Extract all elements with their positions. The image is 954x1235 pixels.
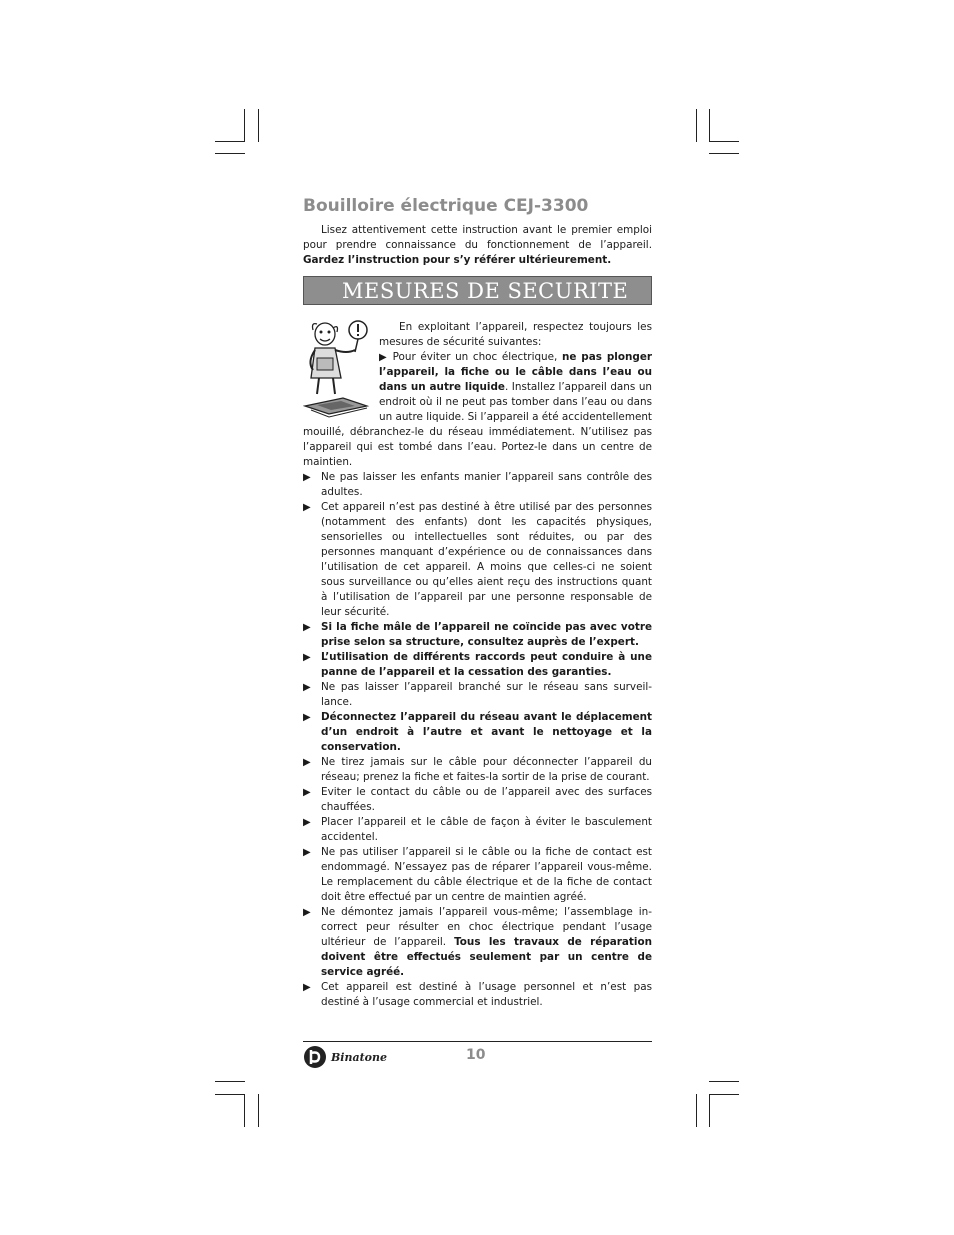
bullet-icon: ▶ [303, 757, 311, 768]
page-number: 10 [466, 1047, 486, 1063]
bullet-icon: ▶ [303, 787, 311, 798]
safety-list [303, 470, 652, 1010]
safety-item [303, 815, 652, 845]
safety-item [303, 500, 652, 620]
first-item-bold: ne pas plonger l’appareil, la fiche ou le câble dans l’eau ou dans un autre liquide [379, 351, 652, 393]
lead-paragraph: En exploitant l’appareil, respectez toujours les mesures de sécurité suivantes: [379, 321, 652, 348]
safety-item-bold-text: Tous les travaux de réparation doivent être effectués seulement par un centre de service agréé. [321, 936, 652, 978]
crop-mark [215, 1094, 245, 1095]
safety-item [303, 650, 652, 680]
bullet-icon: ▶ [303, 907, 311, 918]
safety-item-text: Placer l’appareil et le câble de façon à éviter le basculement accidentel. [321, 816, 652, 843]
safety-item-bold-text: Si la fiche mâle de l’appareil ne coïncide pas avec votre prise selon sa structure, consultez auprès de l’expert. [321, 621, 652, 648]
safety-item-bold-text: L’utilisation de différents raccords peut conduire à une panne de l’appareil et la cessation des garanties. [321, 651, 652, 678]
bullet-icon: ▶ [303, 682, 311, 693]
safety-item [303, 680, 652, 710]
crop-mark [244, 109, 245, 142]
bullet-icon: ▶ [303, 652, 311, 663]
warning-man-illustration [303, 318, 373, 418]
crop-mark [244, 1094, 245, 1127]
crop-mark [709, 109, 710, 142]
bullet-icon: ▶ [303, 982, 311, 993]
crop-mark [709, 1094, 739, 1095]
crop-mark [709, 1094, 710, 1127]
first-item-text: Pour éviter un choc électrique, [392, 351, 562, 363]
section-banner [303, 276, 652, 305]
safety-item [303, 785, 652, 815]
safety-item-text: Eviter le contact du câble ou de l’appareil avec des surfaces chauffées. [321, 786, 652, 813]
bullet-icon: ▶ [303, 817, 311, 828]
safety-item [303, 980, 652, 1010]
safety-item-text: Ne pas laisser l’appareil branché sur le réseau sans surveil-lance. [321, 681, 652, 708]
bullet-icon: ▶ [303, 847, 311, 858]
safety-item [303, 710, 652, 755]
safety-item-text: Ne tirez jamais sur le câble pour déconnecter l’appareil du réseau; prenez la fiche et faites-la sortir de la prise de courant. [321, 756, 652, 783]
bullet-icon: ▶ [303, 472, 311, 483]
safety-item-text: Ne pas utiliser l’appareil si le câble ou la fiche de contact est endommagé. N’essayez pas de réparer l’appareil vous-même. Le remplacement du câble électrique et de la fiche de contact doit être effectué par un centre de maintien agréé. [321, 846, 652, 903]
intro-text: Lisez attentivement cette instruction avant le premier emploi pour prendre connaissance du fonctionnement de l’appareil. [303, 224, 652, 251]
safety-item-text: Cet appareil n’est pas destiné à être utilisé par des personnes (notamment des enfants) dont les capacités physiques, sensorielles ou intellectuelles sont réduites, ou par des personnes manquant d’expérience ou de connaissances dans l’utilisation de cet appareil. A moins que celles-ci ne soient sous surveillance ou qu’elles aient reçu des instructions quant à l’utilisation de l’appareil par une personne responsable de leur sécurité. [321, 501, 652, 618]
safety-section [303, 320, 652, 1010]
crop-mark [215, 153, 245, 154]
crop-mark [696, 1094, 697, 1127]
warning-man-with-exclamation-sign-icon [303, 318, 373, 418]
crop-mark [258, 1094, 259, 1127]
brand-name: Binatone [331, 1050, 388, 1064]
bullet-icon: ▶ [303, 712, 311, 723]
crop-mark [258, 109, 259, 142]
intro-bold-text: Gardez l’instruction pour s’y référer ultérieurement. [303, 254, 612, 266]
crop-mark [215, 1081, 245, 1082]
bullet-icon: ▶ [379, 352, 388, 363]
crop-mark [696, 109, 697, 142]
safety-item [303, 905, 652, 980]
intro-paragraph [303, 223, 652, 268]
binatone-logo-icon [303, 1045, 327, 1069]
bullet-icon: ▶ [303, 622, 311, 633]
crop-mark [709, 1081, 739, 1082]
safety-item-bold-text: Déconnectez l’appareil du réseau avant le déplacement d’un endroit à l’autre et avant le nettoyage et la conservation. [321, 711, 652, 753]
safety-item-text: Ne pas laisser les enfants manier l’appareil sans contrôle des adultes. [321, 471, 652, 498]
footer-rule [303, 1041, 652, 1042]
page-title: Bouilloire électrique CEJ-3300 [303, 196, 589, 216]
safety-item [303, 845, 652, 905]
crop-mark [709, 141, 739, 142]
bullet-icon: ▶ [303, 502, 311, 513]
safety-item [303, 470, 652, 500]
safety-item [303, 620, 652, 650]
crop-mark [709, 153, 739, 154]
brand-logo [303, 1045, 387, 1069]
safety-item [303, 755, 652, 785]
first-item-text-2: . Installez l’appareil dans un endroit où il ne peut pas tomber dans l’eau ou dans un autre liquide. Si l’appareil a été accidentellement mouillé, débranchez-le du réseau immédiatement. N’utilisez pas l’appareil qui est tombé dans l’eau. Portez-le dans un centre de maintien. [303, 381, 652, 468]
safety-item-text: Cet appareil est destiné à l’usage personnel et n’est pas destiné à l’usage commercial et industriel. [321, 981, 652, 1008]
safety-item-text: Ne démontez jamais l’appareil vous-même; l’assemblage in-correct peur résulter en choc électrique pendant l’usage ultérieur de l’appareil. [321, 906, 652, 948]
crop-mark [215, 141, 245, 142]
page-content [303, 196, 652, 1010]
section-title: MESURES DE SECURITE [342, 278, 629, 303]
